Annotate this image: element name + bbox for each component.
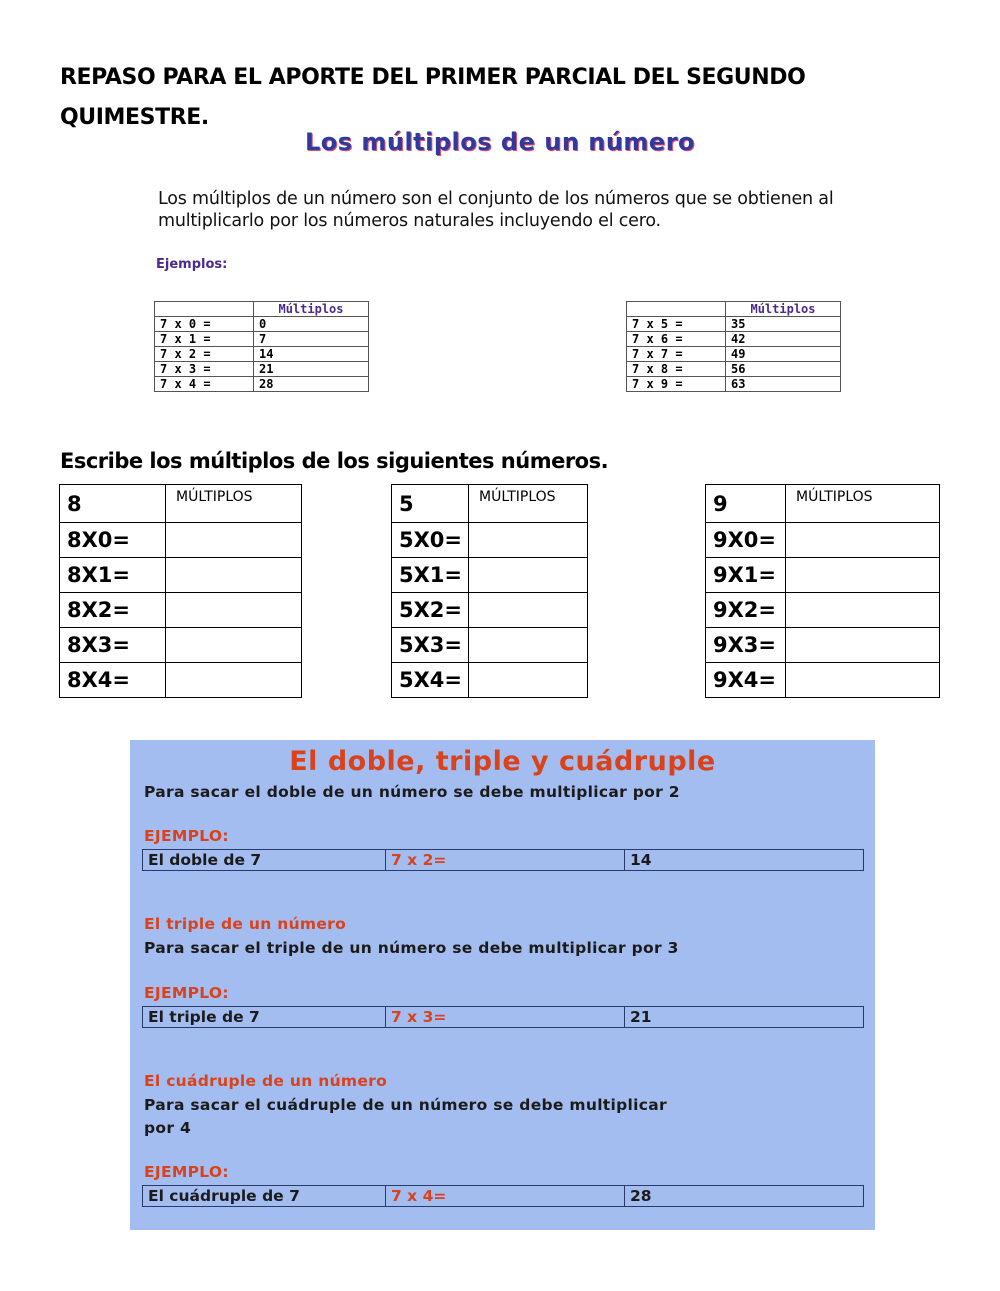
table-row: 7 x 4 = 28 (155, 377, 369, 392)
answer-cell[interactable] (469, 628, 588, 663)
table-row: 7 x 9 = 63 (627, 377, 841, 392)
quadruple-text-line1: Para sacar el cuádruple de un número se debe multiplicar (144, 1096, 667, 1114)
table-row: 5X1= (392, 558, 588, 593)
table-row: 7 x 8 = 56 (627, 362, 841, 377)
answer-cell[interactable] (469, 593, 588, 628)
table-row (155, 302, 369, 317)
table-row (627, 302, 841, 317)
answer-cell[interactable] (786, 628, 940, 663)
multiples-definition: Los múltiplos de un número son el conjunto de los números que se obtienen al multiplicarlo por los números naturales incluyendo el cero. (158, 189, 834, 231)
answer-cell[interactable] (786, 558, 940, 593)
example-table-left (154, 301, 369, 392)
table-row: 5X4= (392, 663, 588, 698)
worksheet-number: 5 (392, 485, 469, 523)
answer-cell[interactable] (786, 593, 940, 628)
table-row: 8X0= (60, 523, 302, 558)
worksheet-table-9 (705, 484, 940, 698)
quadruple-heading: El cuádruple de un número (144, 1072, 388, 1090)
table-row (392, 485, 588, 523)
table-row: 9X2= (706, 593, 940, 628)
example-label: EJEMPLO: (144, 1163, 229, 1181)
worksheet-instruction: Escribe los múltiplos de los siguientes números. (60, 449, 609, 473)
table-row: 8X2= (60, 593, 302, 628)
table-row: 5X2= (392, 593, 588, 628)
triple-text: Para sacar el triple de un número se debe multiplicar por 3 (144, 939, 679, 957)
table-row: El doble de 7 7 x 2= 14 (143, 850, 864, 871)
column-header: MÚLTIPLOS (469, 485, 588, 523)
double-example-table (142, 849, 864, 871)
table-row: 7 x 1 = 7 (155, 332, 369, 347)
table-row: 7 x 2 = 14 (155, 347, 369, 362)
column-header: Múltiplos (254, 302, 369, 317)
table-row: 9X3= (706, 628, 940, 663)
triple-heading: El triple de un número (144, 915, 347, 933)
table-row: El triple de 7 7 x 3= 21 (143, 1007, 864, 1028)
table-row: 5X0= (392, 523, 588, 558)
example-label: EJEMPLO: (144, 984, 229, 1002)
double-triple-panel (130, 740, 875, 1230)
table-row: 8X4= (60, 663, 302, 698)
example-label: EJEMPLO: (144, 827, 229, 845)
table-row: 5X3= (392, 628, 588, 663)
table-row: El cuádruple de 7 7 x 4= 28 (143, 1186, 864, 1207)
double-text: Para sacar el doble de un número se debe multiplicar por 2 (144, 783, 680, 801)
page-title: REPASO PARA EL APORTE DEL PRIMER PARCIAL DEL SEGUNDO QUIMESTRE. (60, 65, 806, 130)
table-row: 7 x 3 = 21 (155, 362, 369, 377)
table-row: 8X1= (60, 558, 302, 593)
table-row: 7 x 5 = 35 (627, 317, 841, 332)
quadruple-example-table (142, 1185, 864, 1207)
quadruple-text-line2: por 4 (144, 1119, 192, 1137)
examples-label: Ejemplos: (156, 257, 228, 272)
answer-cell[interactable] (166, 663, 302, 698)
answer-cell[interactable] (166, 523, 302, 558)
table-row: 7 x 0 = 0 (155, 317, 369, 332)
answer-cell[interactable] (786, 523, 940, 558)
table-row (60, 485, 302, 523)
answer-cell[interactable] (166, 593, 302, 628)
table-row: 9X0= (706, 523, 940, 558)
triple-example-table (142, 1006, 864, 1028)
double-triple-title: El doble, triple y cuádruple (289, 746, 716, 777)
table-row: 7 x 6 = 42 (627, 332, 841, 347)
worksheet-number: 8 (60, 485, 166, 523)
column-header: MÚLTIPLOS (786, 485, 940, 523)
table-row: 8X3= (60, 628, 302, 663)
column-header: MÚLTIPLOS (166, 485, 302, 523)
answer-cell[interactable] (786, 663, 940, 698)
table-row (706, 485, 940, 523)
multiples-title: Los múltiplos de un número (304, 128, 696, 156)
column-header: Múltiplos (726, 302, 841, 317)
table-row: 9X1= (706, 558, 940, 593)
answer-cell[interactable] (469, 663, 588, 698)
answer-cell[interactable] (469, 523, 588, 558)
worksheet-number: 9 (706, 485, 786, 523)
example-table-right (626, 301, 841, 392)
table-row: 9X4= (706, 663, 940, 698)
answer-cell[interactable] (166, 558, 302, 593)
answer-cell[interactable] (469, 558, 588, 593)
worksheet-table-8 (59, 484, 302, 698)
table-row: 7 x 7 = 49 (627, 347, 841, 362)
answer-cell[interactable] (166, 628, 302, 663)
worksheet-table-5 (391, 484, 588, 698)
